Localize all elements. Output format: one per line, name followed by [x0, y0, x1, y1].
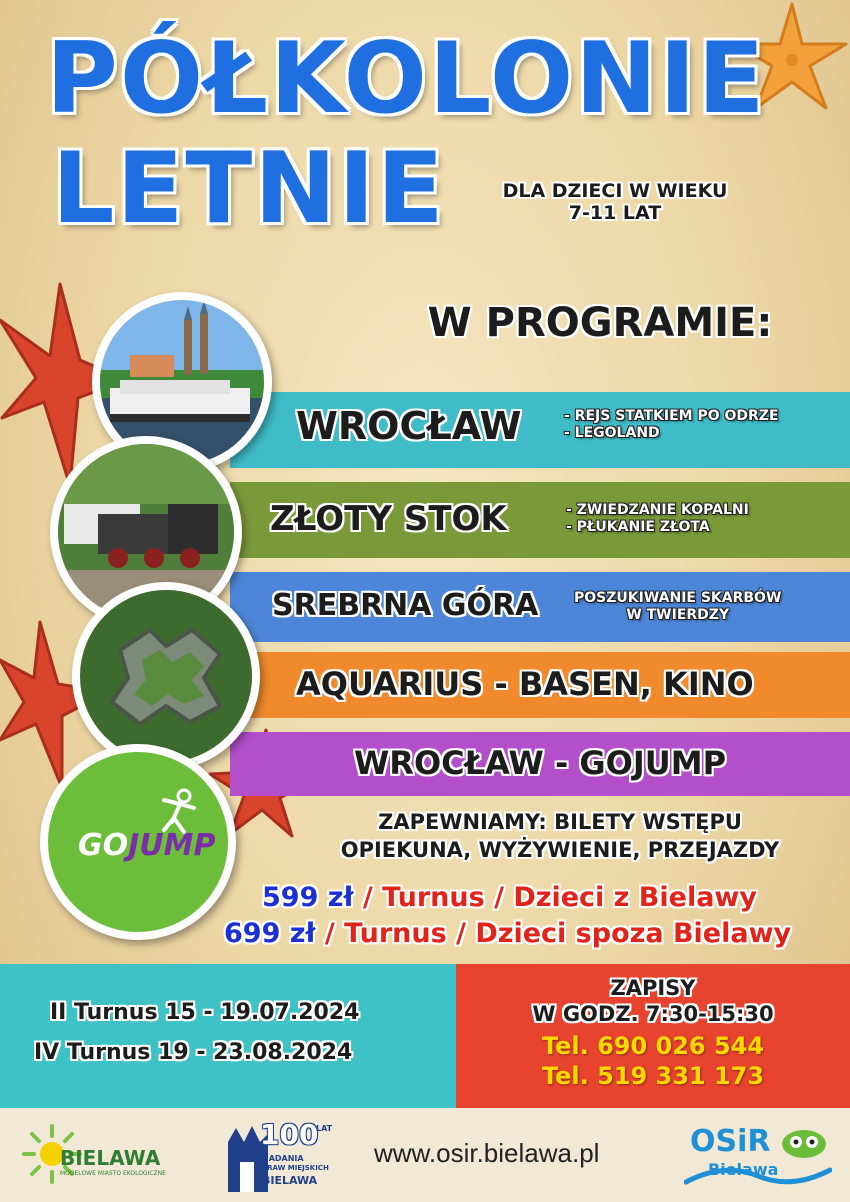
price-description: / Turnus / Dzieci spoza Bielawy	[315, 918, 792, 949]
turns-panel	[0, 964, 456, 1108]
program-note: - PŁUKANIE ZŁOTA	[566, 518, 710, 535]
osir-logo-subtitle: Bielawa	[708, 1160, 779, 1179]
turn-line1: II Turnus 15 - 19.07.2024	[50, 1000, 360, 1025]
anniversary-text3: BIELAWA	[262, 1174, 318, 1187]
signup-phone2[interactable]: Tel. 519 331 173	[541, 1062, 765, 1090]
photo-srebrna-gora-fortress	[72, 582, 260, 770]
program-notes	[564, 408, 779, 442]
website-link[interactable]: www.osir.bielawa.pl	[374, 1138, 600, 1168]
program-notes	[574, 590, 781, 624]
anniversary-number: 100	[260, 1118, 319, 1151]
program-band-gojump	[230, 732, 850, 796]
program-note: W TWIERDZY	[626, 606, 730, 623]
price-line-outside	[224, 918, 791, 949]
footer	[0, 1108, 850, 1202]
provides-info	[290, 810, 830, 862]
signup-panel	[456, 964, 850, 1108]
bielawa-logo	[22, 1124, 182, 1188]
age-line2: 7-11 LAT	[568, 202, 662, 224]
poster-title-line2: LETNIE	[52, 132, 446, 246]
program-band-srebrna-gora	[230, 572, 850, 642]
osir-leaf-icon	[780, 1126, 828, 1162]
age-line1: DLA DZIECI W WIEKU	[502, 180, 728, 202]
signup-phone1[interactable]: Tel. 690 026 544	[541, 1032, 765, 1060]
signup-hours: W GODZ. 7:30-15:30	[532, 1002, 774, 1026]
program-note: - LEGOLAND	[564, 424, 660, 441]
gojump-logo	[40, 744, 236, 940]
jumping-person-icon	[154, 788, 202, 836]
poster-title-line1: PÓŁKOLONIE	[46, 22, 767, 136]
osir-logo-text: OSiR	[690, 1124, 771, 1159]
bielawa-logo-text: BIELAWA	[60, 1146, 161, 1170]
program-title: WROCŁAW - GOJUMP	[354, 744, 727, 782]
provides-line2: OPIEKUNA, WYŻYWIENIE, PRZEJAZDY	[340, 838, 780, 862]
signup-title: ZAPISY	[610, 976, 696, 1000]
price-line-bielawa	[262, 882, 757, 913]
program-heading: W PROGRAMIE:	[427, 300, 773, 346]
program-notes	[566, 502, 749, 536]
bielawa-logo-subtitle: MODELOWE MIASTO EKOLOGICZNE	[60, 1170, 166, 1177]
fortress-image	[80, 590, 252, 762]
provides-line1: ZAPEWNIAMY: BILETY WSTĘPU	[378, 810, 742, 834]
price-description: / Turnus / Dzieci z Bielawy	[353, 882, 757, 913]
anniversary-text2: PRAW MIEJSKICH	[262, 1164, 329, 1172]
program-note: POSZUKIWANIE SKARBÓW	[574, 590, 782, 606]
turn-line2: IV Turnus 19 - 23.08.2024	[34, 1040, 353, 1065]
price-amount: 599 zł	[262, 882, 354, 913]
program-title: WROCŁAW	[296, 404, 522, 448]
osir-logo	[684, 1120, 832, 1192]
program-title: AQUARIUS - BASEN, KINO	[296, 665, 754, 703]
program-band-wroclaw	[230, 392, 850, 468]
program-band-aquarius	[230, 652, 850, 718]
program-title: ZŁOTY STOK	[270, 499, 507, 539]
program-note: - REJS STATKIEM PO ODRZE	[564, 408, 779, 424]
gojump-go: GO	[78, 828, 129, 863]
anniversary-logo	[222, 1116, 334, 1196]
program-note: - ZWIEDZANIE KOPALNI	[566, 502, 749, 518]
anniversary-text1: NADANIA	[262, 1154, 304, 1163]
program-band-zloty-stok	[230, 482, 850, 558]
program-title: SREBRNA GÓRA	[272, 588, 539, 623]
age-info	[450, 180, 780, 224]
gojump-jump: JUMP	[128, 828, 216, 863]
anniversary-lat: LAT	[316, 1124, 333, 1133]
price-amount: 699 zł	[224, 918, 316, 949]
